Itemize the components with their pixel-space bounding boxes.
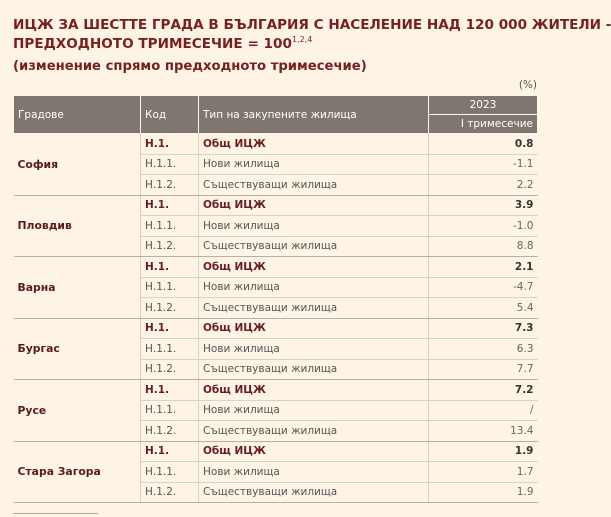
value-cell: 7.7 bbox=[429, 359, 538, 380]
type-cell: Съществуващи жилища bbox=[199, 359, 429, 380]
unit-label: (%) bbox=[518, 79, 537, 91]
code-cell: Н.1. bbox=[141, 195, 199, 216]
type-cell: Общ ИЦЖ bbox=[199, 318, 429, 339]
table-header bbox=[14, 96, 538, 134]
value-cell: 0.8 bbox=[429, 134, 538, 155]
value-cell: 1.9 bbox=[429, 482, 538, 503]
type-cell: Нови жилища bbox=[199, 154, 429, 175]
value-cell: / bbox=[429, 400, 538, 421]
value-cell: 5.4 bbox=[429, 298, 538, 319]
type-cell: Съществуващи жилища bbox=[199, 236, 429, 257]
city-cell: Русе bbox=[14, 380, 141, 442]
table-row bbox=[14, 257, 538, 278]
code-cell: Н.1.2. bbox=[141, 298, 199, 319]
code-cell: Н.1. bbox=[141, 380, 199, 401]
type-cell: Нови жилища bbox=[199, 462, 429, 483]
city-cell: София bbox=[14, 134, 141, 196]
type-cell: Общ ИЦЖ bbox=[199, 380, 429, 401]
code-cell: Н.1.2. bbox=[141, 236, 199, 257]
page-title-line-1: ИЦЖ ЗА ШЕСТТЕ ГРАДА В БЪЛГАРИЯ С НАСЕЛЕНИЕ НАД 120 000 ЖИТЕЛИ - bbox=[13, 17, 611, 33]
type-cell: Общ ИЦЖ bbox=[199, 134, 429, 155]
type-cell: Нови жилища bbox=[199, 216, 429, 237]
footnote-refs: 1,2,4 bbox=[291, 35, 313, 44]
city-cell: Пловдив bbox=[14, 195, 141, 257]
city-cell: Стара Загора bbox=[14, 441, 141, 503]
code-cell: Н.1. bbox=[141, 257, 199, 278]
table-row bbox=[14, 318, 538, 339]
type-cell: Съществуващи жилища bbox=[199, 482, 429, 503]
value-cell: 13.4 bbox=[429, 421, 538, 442]
type-cell: Общ ИЦЖ bbox=[199, 195, 429, 216]
hpi-table bbox=[13, 95, 538, 503]
type-cell: Съществуващи жилища bbox=[199, 175, 429, 196]
code-cell: Н.1.1. bbox=[141, 462, 199, 483]
value-cell: 1.7 bbox=[429, 462, 538, 483]
value-cell: 7.2 bbox=[429, 380, 538, 401]
type-cell: Общ ИЦЖ bbox=[199, 257, 429, 278]
table-row bbox=[14, 195, 538, 216]
type-cell: Общ ИЦЖ bbox=[199, 441, 429, 462]
title-block bbox=[13, 16, 611, 76]
city-cell: Варна bbox=[14, 257, 141, 319]
header-quarter: I тримесечие bbox=[429, 115, 538, 134]
header-code: Код bbox=[141, 96, 199, 134]
value-cell: 3.9 bbox=[429, 195, 538, 216]
value-cell: 2.2 bbox=[429, 175, 538, 196]
page-title-line-2-text: ПРЕДХОДНОТО ТРИМЕСЕЧИЕ = 100 bbox=[13, 36, 292, 52]
footnote-divider bbox=[13, 513, 98, 514]
value-cell: -1.1 bbox=[429, 154, 538, 175]
type-cell: Съществуващи жилища bbox=[199, 421, 429, 442]
table-row bbox=[14, 134, 538, 155]
table-row bbox=[14, 441, 538, 462]
code-cell: Н.1. bbox=[141, 318, 199, 339]
type-cell: Нови жилища bbox=[199, 400, 429, 421]
value-cell: 7.3 bbox=[429, 318, 538, 339]
value-cell: 2.1 bbox=[429, 257, 538, 278]
header-city: Градове bbox=[14, 96, 141, 134]
page-title-line-2 bbox=[13, 35, 538, 54]
code-cell: Н.1.2. bbox=[141, 421, 199, 442]
header-type: Тип на закупените жилища bbox=[199, 96, 429, 134]
code-cell: Н.1.1. bbox=[141, 277, 199, 298]
table-row bbox=[14, 380, 538, 401]
type-cell: Нови жилища bbox=[199, 277, 429, 298]
code-cell: Н.1.1. bbox=[141, 400, 199, 421]
code-cell: Н.1.2. bbox=[141, 175, 199, 196]
value-cell: 6.3 bbox=[429, 339, 538, 360]
value-cell: -4.7 bbox=[429, 277, 538, 298]
type-cell: Съществуващи жилища bbox=[199, 298, 429, 319]
page-subtitle: (изменение спрямо предходното тримесечие) bbox=[13, 59, 367, 74]
city-cell: Бургас bbox=[14, 318, 141, 380]
table-body bbox=[14, 134, 538, 503]
value-cell: 8.8 bbox=[429, 236, 538, 257]
code-cell: Н.1. bbox=[141, 134, 199, 155]
code-cell: Н.1.1. bbox=[141, 216, 199, 237]
value-cell: 1.9 bbox=[429, 441, 538, 462]
code-cell: Н.1.1. bbox=[141, 154, 199, 175]
code-cell: Н.1. bbox=[141, 441, 199, 462]
code-cell: Н.1.1. bbox=[141, 339, 199, 360]
header-year: 2023 bbox=[429, 96, 538, 115]
code-cell: Н.1.2. bbox=[141, 482, 199, 503]
value-cell: -1.0 bbox=[429, 216, 538, 237]
type-cell: Нови жилища bbox=[199, 339, 429, 360]
code-cell: Н.1.2. bbox=[141, 359, 199, 380]
